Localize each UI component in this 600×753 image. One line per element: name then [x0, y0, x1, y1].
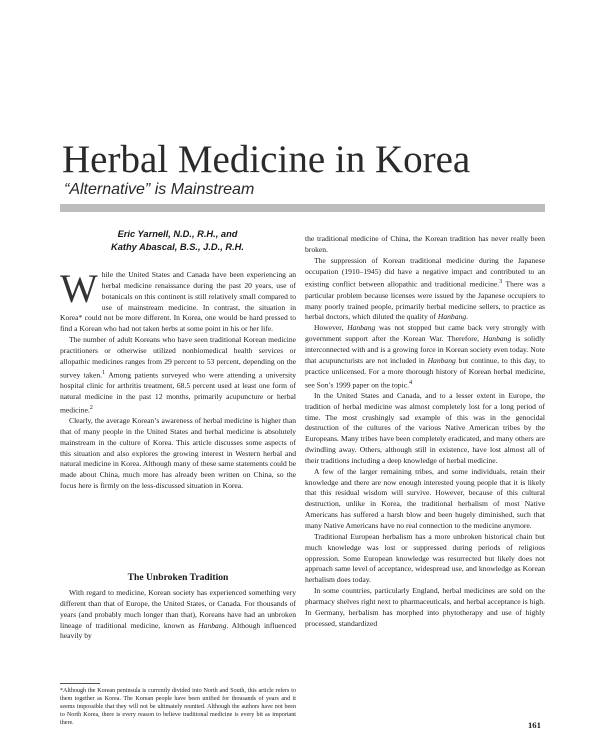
article-subtitle: “Alternative” is Mainstream: [64, 181, 255, 198]
left-column-intro: [60, 266, 296, 492]
author-line-1: Eric Yarnell, N.D., R.H., and: [117, 229, 238, 239]
article-title: Herbal Medicine in Korea: [62, 138, 471, 181]
paragraph: Clearly, the average Korean’s awareness of herbal medicine is higher than that of many people in the United States and herbal medicine is absolutely mainstream in the culture of Korea. This article discusses some aspects of this situation and also explores the growing interest in Western herbal and natural medicine in Korea. Although many of these same statements could be made about China, much more has already been written on China, so the focus here is firmly on the less-discussed situation in Korea.: [60, 416, 296, 491]
footnote: *Although the Korean peninsula is currently divided into North and South, this article refers to them together as Korea. The Korean people have been unified for thousands of years and it seems impossible that they will not be ultimately reunited. Although the authors have not been to North Korea, there is every reason to believe traditional medicine is every bit as important there.: [60, 688, 296, 727]
paragraph: However, Hanbang was not stopped but came back very strongly with government support after the Korean War. Therefore, Hanbang is solidly interconnected with and is a growing force in Korean society even today. Note that acupuncturists are not included in Hanbang but continue, to this day, to practice unlicensed. For a more thorough history of Korean herbal medicine, see Son’s 1999 paper on the topic.$^4$: [305, 323, 546, 390]
section-heading: The Unbroken Tradition: [127, 572, 229, 583]
paragraph: In some countries, particularly England, herbal medicines are sold on the pharmacy shelves right next to pharmaceuticals, and herbal acceptance is high. In Germany, herbalism has morphed into phytotherapy and use of highly processed, standardized: [305, 586, 545, 628]
paragraph: The number of adult Koreans who have seen traditional Korean medicine practitioners or otherwise utilized nonbiomedical health services or allopathic medicines ranges from 29 percent to 53 percent, depending on the survey taken.$^1$ Among patients surveyed who were attending a university hospital clinic for arthritis treatment, 68.5 percent used at least one form of natural medicine in the past 12 months, primarily acupuncture or herbal medicine.$^2$: [60, 335, 296, 415]
paragraph: Traditional European herbalism has a more unbroken historical chain but much knowledge was lost or suppressed during periods of religious oppression. Some European knowledge was resurrected but likely does not approach same level of acceptance, widespread use, and knowledge as Korean herbalism does today.: [305, 531, 545, 585]
paragraph: the traditional medicine of China, the Korean tradition has never really been broken.: [305, 234, 545, 254]
author-line-2: Kathy Abascal, B.S., J.D., R.H.: [111, 242, 244, 252]
paragraph: A few of the larger remaining tribes, and some individuals, retain their knowledge and there are now enough interested young people that it is likely that this residual wisdom will survive. However, because of this cultural destruction, unlike in Korea, the traditional herbalism of most Native Americans has suffered a harsh blow and been hugely diminished, such that many Native Americans have no real connection to the medicine anymore.: [305, 466, 545, 530]
drop-cap: W: [60, 266, 98, 311]
paragraph: In the United States and Canada, and to a lesser extent in Europe, the tradition of herbal medicine was almost completely lost for a long period of time. The most crushingly sad example of this was in the genocidal destruction of the cultures of the various Native American tribes by the Europeans. Many tribes have been completely eradicated, and many others are dwindling away. Others, although still in existence, have lost almost all of their traditions including a deep knowledge of herbal medicine.: [305, 390, 545, 465]
left-column-body: [60, 588, 296, 642]
paragraph: The suppression of Korean traditional medicine during the Japanese occupation (1910–1945) did have a negative impact and contributed to an existing conflict between allopathic and traditional medicine.$^3$ There was a particular problem because licenses were issued by the Japanese occupiers to many poorly trained people, primarily herbal medicine sellers, to practice as herbal doctors, which diluted the quality of Hanbang.: [305, 255, 545, 322]
paragraph: While the United States and Canada have been experiencing an herbal medicine renaissance during the past 20 years, use of botanicals on this continent is still relatively small compared to use of mainstream medicine. In contrast, the situation in Korea* could not be more different. In Korea, one would be hard pressed to find a Korean who had not taken herbs at some point in his or her life.: [60, 266, 296, 334]
title-rule: [60, 204, 545, 212]
paragraph: With regard to medicine, Korean society has experienced something very different than that of Europe, the United States, or Canada. For thousands of years (and probably much longer than that), Koreans have had an unbroken lineage of traditional medicine, known as Hanbang. Although influenced heavily by: [60, 588, 296, 641]
footnote-rule: [60, 683, 100, 684]
author-byline: [60, 228, 295, 254]
page-number: 161: [528, 720, 541, 730]
right-column: [305, 234, 545, 629]
